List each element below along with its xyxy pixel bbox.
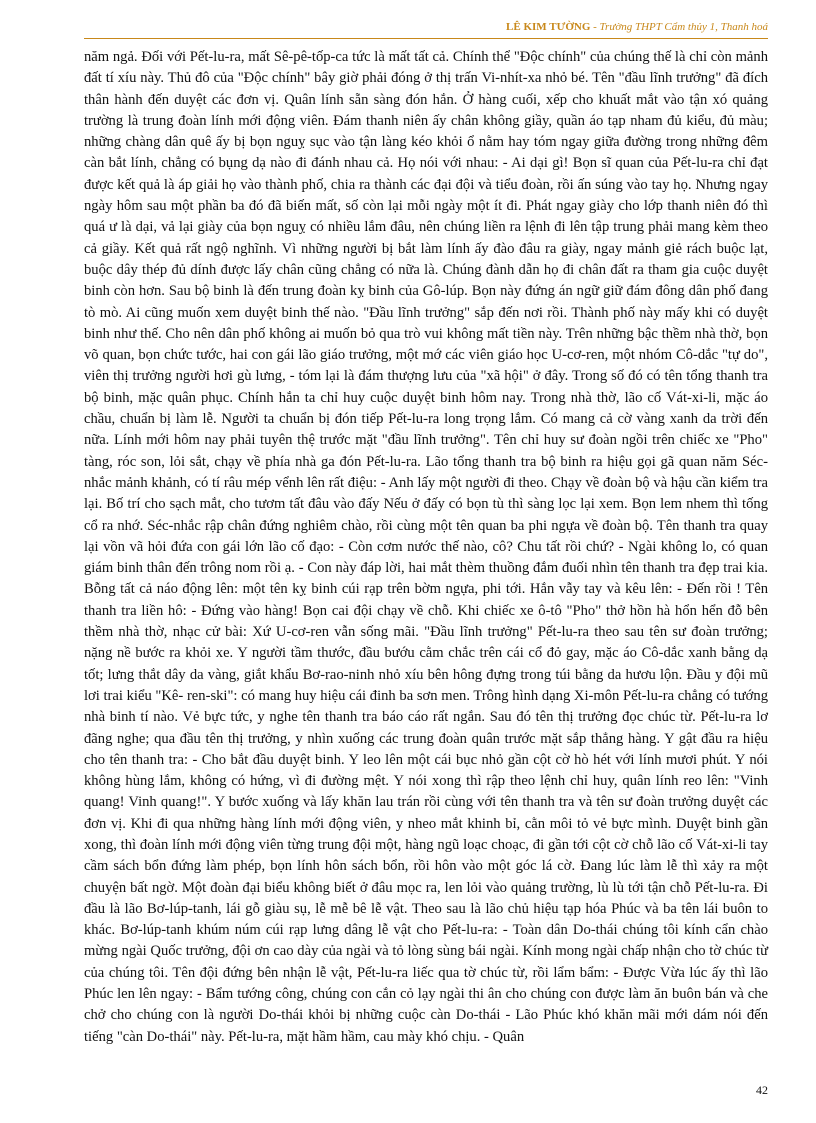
body-paragraph: năm ngả. Đối với Pết-lu-ra, mất Sê-pê-tốp-ca tức là mất tất cả. Chính thể "Độc chính" của chúng thế là chỉ còn mảnh đất tí xíu này. Thủ đô của "Độc chính" bây giờ phải đóng ở thị trấn Vi-nhít-xa nhỏ bé. Tên "đầu lĩnh trưởng" đã đích thân hành đến duyệt các đơn vị. Quân lính sẵn sàng đón hắn. Ở hàng cuối, xếp cho khuất mắt vào tận xó quảng trường là trung đoàn lính mới động viên. Đám thanh niên ấy chân không giầy, quần áo tạp nham đủ kiểu, đủ màu; những chàng dân quê ấy bị bọn nguỵ sục vào tận làng kéo khỏi ổ nằm hay tóm ngay giữa đường trong những đêm càn bắt lính, chẳng có bụng dạ nào đi đánh nhau cả. Họ nói với nhau: - Ai dại gì! Bọn sĩ quan của Pết-lu-ra chỉ đạt được kết quả là áp giải họ vào thành phố, chia ra thành các đại đội và tiểu đoàn, rồi ấn súng vào tay họ. Nhưng ngay ngày hôm sau một phần ba đó đã biến mất, số còn lại mỗi ngày một ít đi. Phát ngay giày cho lớp thanh niên đó thì quá ư là dại, vả lại giày của bọn nguỵ có nhiều lắm đâu, nên chúng liền ra lệnh đi lên tập trung phải mang kèm theo cả giầy. Kết quả rất ngộ nghĩnh. Vì những người bị bắt làm lính ấy đào đâu ra giày, ngay mảnh giẻ rách buộc lạt, buộc dây thép đủ dính được lấy chân cũng chẳng có nữa là. Chúng đành dẫn họ đi chân đất ra tham gia cuộc duyệt binh còn hơn. Sau bộ binh là đến trung đoàn kỵ binh của Gô-lúp. Bọn này đứng án ngữ giữ đám đông dân phố đang tò mò. Ai cũng muốn xem duyệt binh thế nào. "Đầu lĩnh trưởng" sắp đến nơi rồi. Thành phố này mấy khi có duyệt binh như thế. Cho nên dân phố không ai muốn bỏ qua trò vui không mất tiền này. Trên những bậc thềm nhà thờ, bọn võ quan, bọn chức tước, hai con gái lão giáo trưởng, một mớ các viên giáo học U-cơ-ren, một nhóm Cô-dắc "tự do", viên thị trưởng người hơi gù lưng, - tóm lại là đám thượng lưu của "xã hội" ở đây. Trong số đó có tên tổng thanh tra bộ binh, mặc quân phục. Chính hắn ta chỉ huy cuộc duyệt binh hôm nay. Trong nhà thờ, lão cố Vát-xi-li, mặc áo chầu, chuẩn bị làm lễ. Người ta chuẩn bị đón tiếp Pết-lu-ra long trọng lắm. Có mang cả cờ vàng xanh da trời đến nữa. Lính mới hôm nay phải tuyên thệ trước mặt "đầu lĩnh trưởng". Tên chỉ huy sư đoàn ngồi trên chiếc xe "Pho" tàng, róc son, lỏi sắt, chạy về phía nhà ga đón Pết-lu-ra. Lão tổng thanh tra bộ binh ra hiệu gọi gã quan năm Séc-nhắc mảnh khảnh, có tí râu mép vểnh lên rất điệu: - Anh lấy một người đi theo. Chạy về đoàn bộ và hậu cần kiểm tra lại. Bố trí cho sạch mắt, cho tươm tất đâu vào đấy Nếu ở đấy có bọn tù thì sàng lọc lại xem. Bọn lem nhem thì tống cổ ra nhớ. Séc-nhắc rập chân đứng nghiêm chào, rồi cùng một tên quan ba phi ngựa về đoàn bộ. Tên thanh tra quay lại vồn vã hỏi đứa con gái lớn lão cố đạo: - Còn cơm nước thế nào, cô? Chu tất rồi chứ? - Ngài không lo, có quan giám binh thân đến trông nom rồi ạ. - Con này đáp lời, hai mắt thèm thuồng đắm đuối nhìn tên thanh tra đẹp trai kia. Bỗng tất cả náo động lên: một tên kỵ binh cúi rạp trên bờm ngựa, phi tới. Hắn vẫy tay và kêu lên: - Đến rồi ! Tên thanh tra liền hô: - Đứng vào hàng! Bọn cai đội chạy về chỗ. Khi chiếc xe ô-tô "Pho" thở hồn hà hổn hển đỗ bên thềm nhà thờ, nhạc cử bài: Xứ U-cơ-ren vẫn sống mãi. "Đầu lĩnh trưởng" Pết-lu-ra theo sau tên sư đoàn trưởng; nặng nề bước ra khỏi xe. Y người tầm thước, đầu bướu cằm chắc trên cái cổ đỏ gay, mặc áo Cô-dắc xanh bằng dạ tốt; lưng thắt dây da vàng, giắt khẩu Bơ-rao-ninh nhỏ xíu bên hông đựng trong túi bằng da hươu lộn. Đầu y đội mũ lơi trai kiểu "Kê- ren-ski": có mang huy hiệu cái đinh ba sơn men. Trông hình dạng Xi-môn Pết-lu-ra chẳng có tướng nhà binh tí nào. Vẻ bực tức, y nghe tên thanh tra báo cáo rất ngắn. Sau đó tên thị trưởng đọc chúc từ. Pết-lu-ra lơ đãng nghe; qua đầu tên thị trưởng, y nhìn xuống các trung đoàn quân trước mặt sắp thẳng hàng. Y gật đầu ra hiệu cho tên thanh tra: - Cho bắt đầu duyệt binh. Y leo lên một cái bục nhỏ gần cột cờ hò hét với lính mươi phút. Y nói không hùng lắm, không có hứng, vì đi đường mệt. Y nói xong thì rập theo lệnh chỉ huy, quân lính reo lên: "Vinh quang! Vinh quang!". Y bước xuống và lấy khăn lau trán rồi cùng với tên thanh tra và tên sư đoàn trưởng duyệt các đơn vị. Khi đi qua những hàng lính mới động viên, y nheo mắt khinh bỉ, cằn môi tỏ vẻ bực mình. Duyệt binh gần xong, thì đoàn lính mới động viên từng trung đội một, hàng ngũ loạc choạc, đi gần tới cột cờ chỗ lão cố Vát-xi-li tay cầm sách bổn đứng làm phép, bọn lính hôn sách bổn, rồi hôn vào một góc lá cờ. Đang lúc làm lễ thì xảy ra một chuyện bất ngờ. Một đoàn đại biểu không biết ở đâu mọc ra, len lỏi vào quảng trường, lù lù tới tận chỗ Pết-lu-ra. Đi đầu là lão Bơ-lúp-tanh, lái gỗ giàu sụ, lễ mễ bê lễ vật. Theo sau là lão chủ hiệu tạp hóa Phúc và ba tên lái buôn to khác. Bơ-lúp-tanh khúm núm cúi rạp lưng dâng lễ vật cho Pết-lu-ra: - Toàn dân Do-thái chúng tôi kính cẩn chào mừng ngài Quốc trưởng, đội ơn cao dày của ngài và tỏ lòng sùng bái ngài. Kính mong ngài chấp nhận cho tờ chúc từ của chúng tôi. Tên đội đứng bên nhận lễ vật, Pết-lu-ra liếc qua tờ chúc từ, rồi lẩm bẩm: - Được Vừa lúc ấy thì lão Phúc len lên ngay: - Bẩm tướng công, chúng con cắn cỏ lạy ngài thi ân cho chúng con được làm ăn buôn bán và che chở cho chúng con là người Do-thái khỏi bị những cuộc càn Do-thái - Lão Phúc khó khăn mãi mới dám nói đến tiếng "càn Do-thái" này. Pết-lu-ra, mặt hầm hầm, cau mày khó chịu. - Quân [84,49,768,1045]
page-number: 42 [756,1083,768,1097]
header-rule [84,38,768,39]
header-author: LÊ KIM TƯỜNG [506,21,591,33]
header-school: - Trường THPT Cẩm thủy 1, Thanh hoá [590,21,768,33]
page-header [48,20,768,38]
